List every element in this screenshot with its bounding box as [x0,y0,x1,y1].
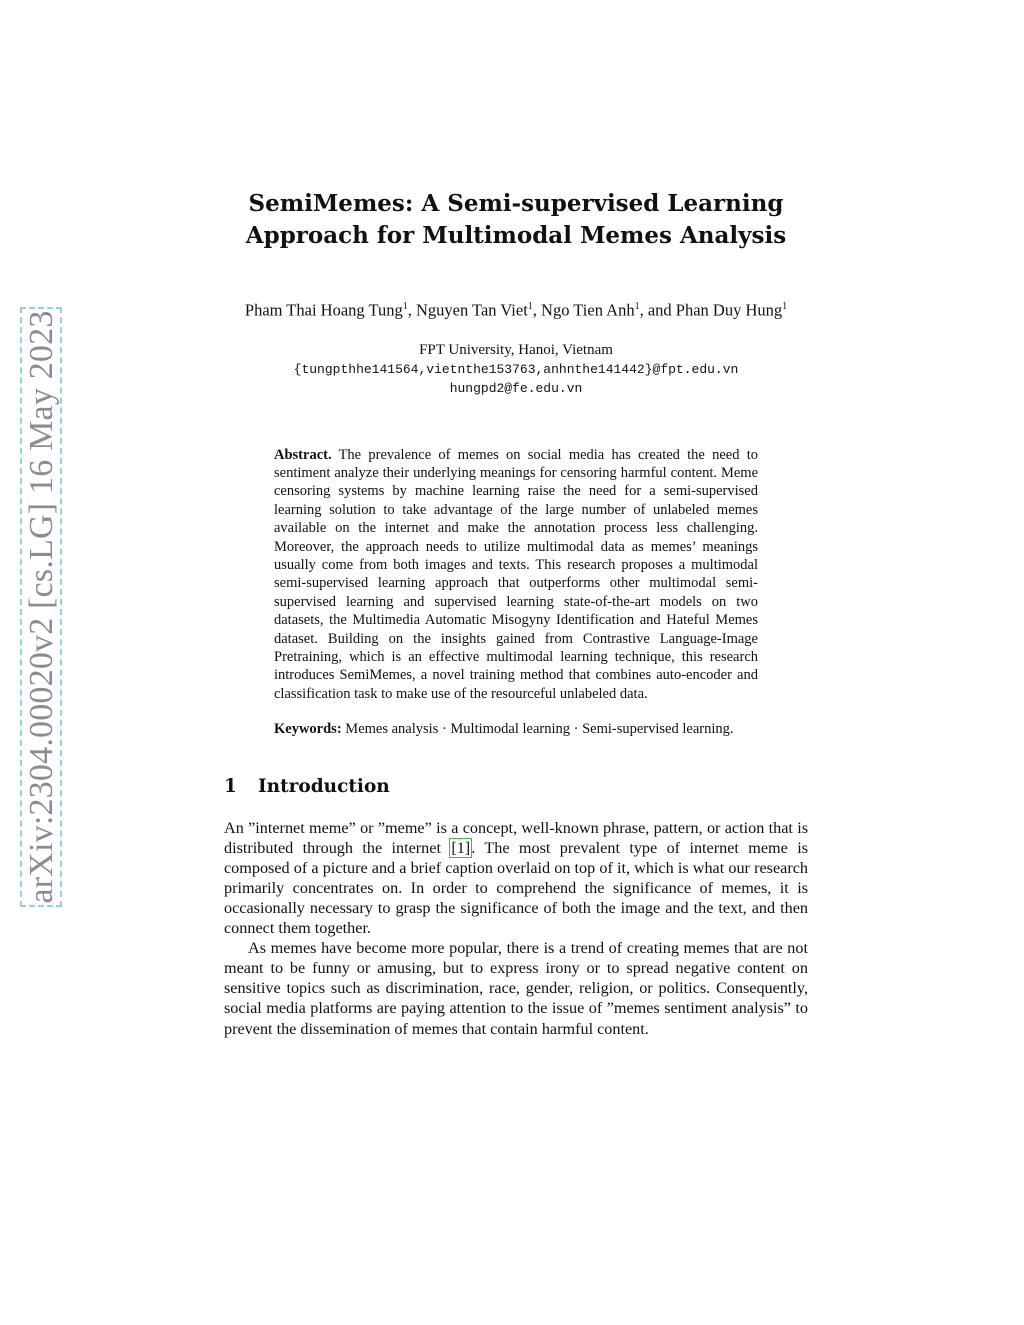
abstract [274,446,758,704]
affiliation-block [224,341,808,398]
author-2-affil: 1 [527,301,533,312]
author-1-affil: 1 [402,301,408,312]
keywords [274,720,758,738]
title-line-1: SemiMemes: A Semi-supervised Learning [248,190,784,217]
citation-link[interactable]: [1] [451,838,471,857]
author-2: Nguyen Tan Viet [415,300,528,320]
paragraph-1 [224,818,808,939]
author-1: Pham Thai Hoang Tung [244,300,403,320]
paragraph-1-end: . The most prevalent type of internet meme is composed of a picture and a brief caption overlaid on top of it, which is what our research primarily concentrates on. In order to comprehend the significance of memes, it is occasionally necessary to grasp the significance of both the image and the text, and then connect them together. [224,838,808,938]
affiliation: FPT University, Hanoi, Vietnam [419,341,613,358]
author-3: Ngo Tien Anh [541,300,635,320]
introduction-body [224,818,808,1039]
section-heading-introduction [224,775,808,799]
paragraph-1-start: An ”internet meme” or ”meme” is a concept, well-known phrase, pattern, or action that is distributed through the internet [224,818,808,857]
abstract-text: The prevalence of memes on social media has created the need to sentiment analyze their underlying meanings for censoring harmful content. Meme censoring systems by machine learning raise the need for a semi-supervised learning solution to take advantage of the large number of unlabeled memes available on the internet and make the annotation process less challenging. Moreover, the approach needs to utilize multimodal data as memes’ meanings usually come from both images and texts. This research proposes a multimodal semi-supervised learning approach that outperforms other multimodal semi-supervised learning and supervised learning state-of-the-art models on two datasets, the Multimedia Automatic Misogyny Identification and Hateful Memes dataset. Building on the insights gained from Contrastive Language-Image Pretraining, which is an effective multimodal learning technique, this research introduces SemiMemes, a novel training method that combines auto-encoder and classification task to make use of the resourceful unlabeled data. [274,446,758,702]
section-number: 1 [224,775,237,797]
author-3-affil: 1 [634,301,640,312]
email-list-1: {tungpthhe141564,vietnthe153763,anhnthe141442}@fpt.edu.vn [293,361,739,377]
abstract-label: Abstract. [274,446,332,463]
paper-page [224,188,808,1039]
keywords-text: Memes analysis · Multimodal learning · Semi-supervised learning. [345,721,734,738]
paper-title [224,188,808,252]
title-line-2: Approach for Multimodal Memes Analysis [245,222,787,249]
arxiv-identifier: arXiv:2304.00020v2 [cs.LG] 16 May 2023 [23,310,60,904]
author-4: and Phan Duy Hung [647,300,783,320]
paragraph-2: As memes have become more popular, there is a trend of creating memes that are not meant to be funny or amusing, but to express irony or to spread negative content on sensitive topics such as discrimination, race, gender, religion, or politics. Consequently, social media platforms are paying attention to the issue of ”memes sentiment analysis” to prevent the dissemination of memes that contain harmful content. [224,939,808,1038]
author-list: Pham Thai Hoang Tung$^1$, Nguyen Tan Viet$^1$, Ngo Tien Anh$^1$, and Phan Duy Hung$^1$ [244,300,788,320]
author-4-affil: 1 [782,301,788,312]
section-title: Introduction [258,775,390,797]
keywords-label: Keywords: [274,721,342,738]
email-list-2: hungpd2@fe.edu.vn [449,380,583,396]
